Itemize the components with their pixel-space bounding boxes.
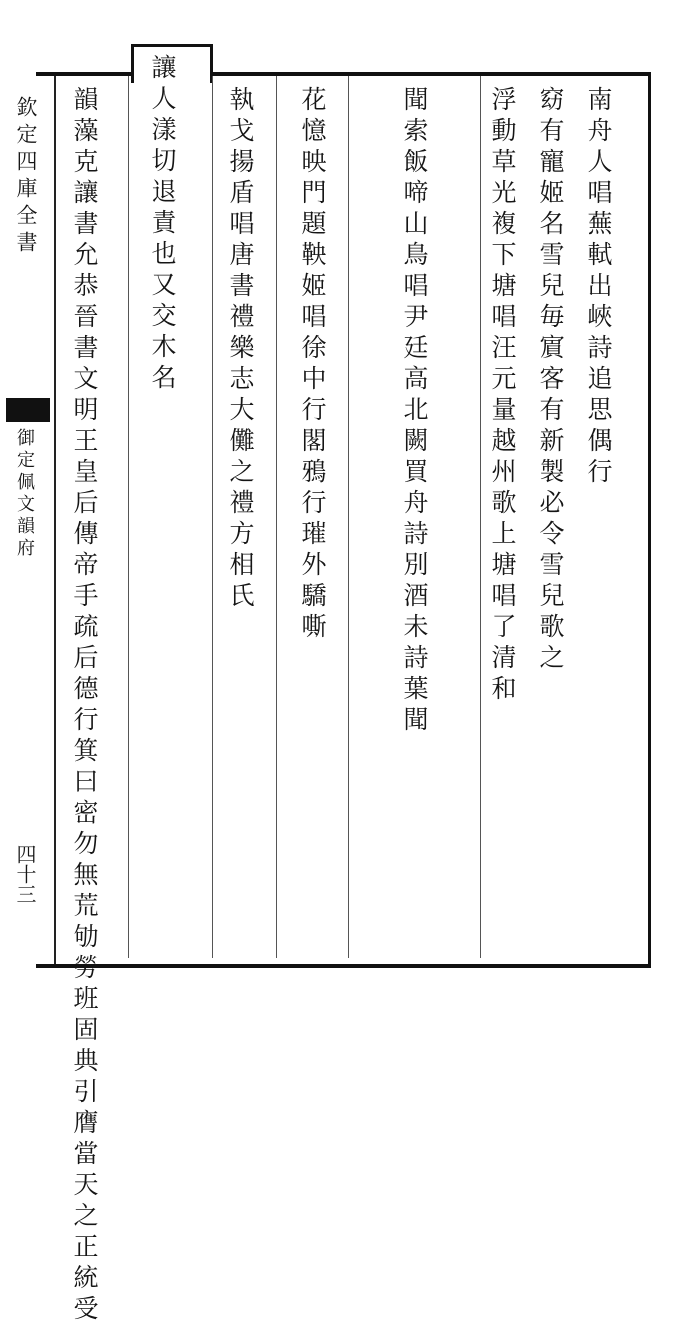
column-rule bbox=[128, 76, 129, 958]
column-rule bbox=[480, 76, 481, 958]
column-rule bbox=[348, 76, 349, 958]
text-column-6: 執戈揚盾唱唐書禮樂志大儺之禮方相氏 bbox=[226, 86, 255, 613]
headword-column: 讓人漾切退責也又交木名 bbox=[148, 54, 177, 395]
text-column-2: 窈有寵姬名雪兒毎賔客有新製必令雪兒歌之 bbox=[536, 86, 565, 675]
running-title: 欽定四庫全書 bbox=[14, 96, 38, 258]
page-number: 四十三 bbox=[13, 844, 37, 904]
text-column-4: 聞索飯啼山鳥唱尹廷高北闕買舟詩別酒未詩葉聞 bbox=[400, 86, 429, 737]
text-column-7: 韻藻克讓書允恭晉書文明王皇后傳帝手疏后德行箕曰密勿無荒劬勞班固典引膺當天之正統受 bbox=[70, 86, 99, 1326]
book-title: 御定佩文韻府 bbox=[14, 428, 35, 560]
text-column-1: 南舟人唱蕪軾出峽詩追思偶行 bbox=[584, 86, 613, 489]
text-column-3: 浮動草光複下塘唱汪元量越州歌上塘唱了清和 bbox=[488, 86, 517, 706]
text-column-5: 花憶映門題鞅姬唱徐中行閣鴉行璀外驕嘶 bbox=[298, 86, 327, 644]
column-rule bbox=[212, 76, 213, 958]
column-rule bbox=[276, 76, 277, 958]
